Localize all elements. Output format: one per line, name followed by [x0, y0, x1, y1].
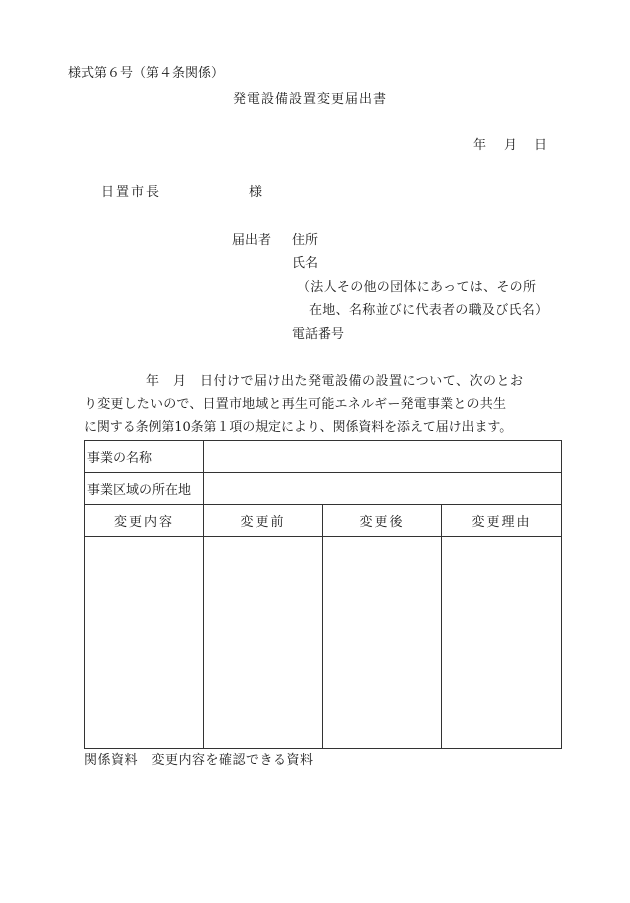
applicant-label: 届出者	[232, 233, 272, 248]
attachment-note: 関係資料 変更内容を確認できる資料	[84, 753, 314, 768]
column-header-before: 変更前	[204, 505, 323, 537]
addressee-mayor: 日置市長	[101, 185, 162, 200]
business-name-label: 事業の名称	[85, 441, 204, 473]
applicant-name-label: 氏名	[292, 256, 319, 271]
applicant-phone-label: 電話番号	[292, 327, 345, 342]
body-line-1: 年 月 日付けで届け出た発電設備の設置について、次のとお	[146, 374, 524, 389]
applicant-address-label: 住所	[292, 233, 319, 248]
form-number-label: 様式第６号（第４条関係）	[68, 66, 225, 81]
document-title: 発電設備設置変更届出書	[233, 92, 388, 107]
date-year: 年	[473, 138, 487, 153]
change-details-table	[84, 440, 562, 749]
business-area-label: 事業区域の所在地	[85, 473, 204, 505]
table-row-entry	[85, 537, 562, 749]
applicant-note-line1: （法人その他の団体にあっては、その所	[297, 280, 537, 295]
date-day: 日	[534, 138, 548, 153]
reason-field[interactable]	[442, 537, 562, 749]
table-header-row	[85, 505, 562, 537]
change-content-field[interactable]	[85, 537, 204, 749]
business-area-field[interactable]	[204, 473, 562, 505]
table-row-business-name	[85, 441, 562, 473]
after-field[interactable]	[323, 537, 442, 749]
table-row-business-area	[85, 473, 562, 505]
column-header-change-content: 変更内容	[85, 505, 204, 537]
business-name-field[interactable]	[204, 441, 562, 473]
applicant-note-line2: 在地、名称並びに代表者の職及び氏名）	[309, 303, 549, 318]
column-header-after: 変更後	[323, 505, 442, 537]
body-line-3: に関する条例第10条第１項の規定により、関係資料を添えて届け出ます。	[84, 420, 513, 435]
column-header-reason: 変更理由	[442, 505, 562, 537]
before-field[interactable]	[204, 537, 323, 749]
addressee-honorific: 様	[249, 185, 263, 200]
body-line-2: り変更したいので、日置市地域と再生可能エネルギー発電事業との共生	[84, 397, 507, 412]
date-month: 月	[504, 138, 518, 153]
